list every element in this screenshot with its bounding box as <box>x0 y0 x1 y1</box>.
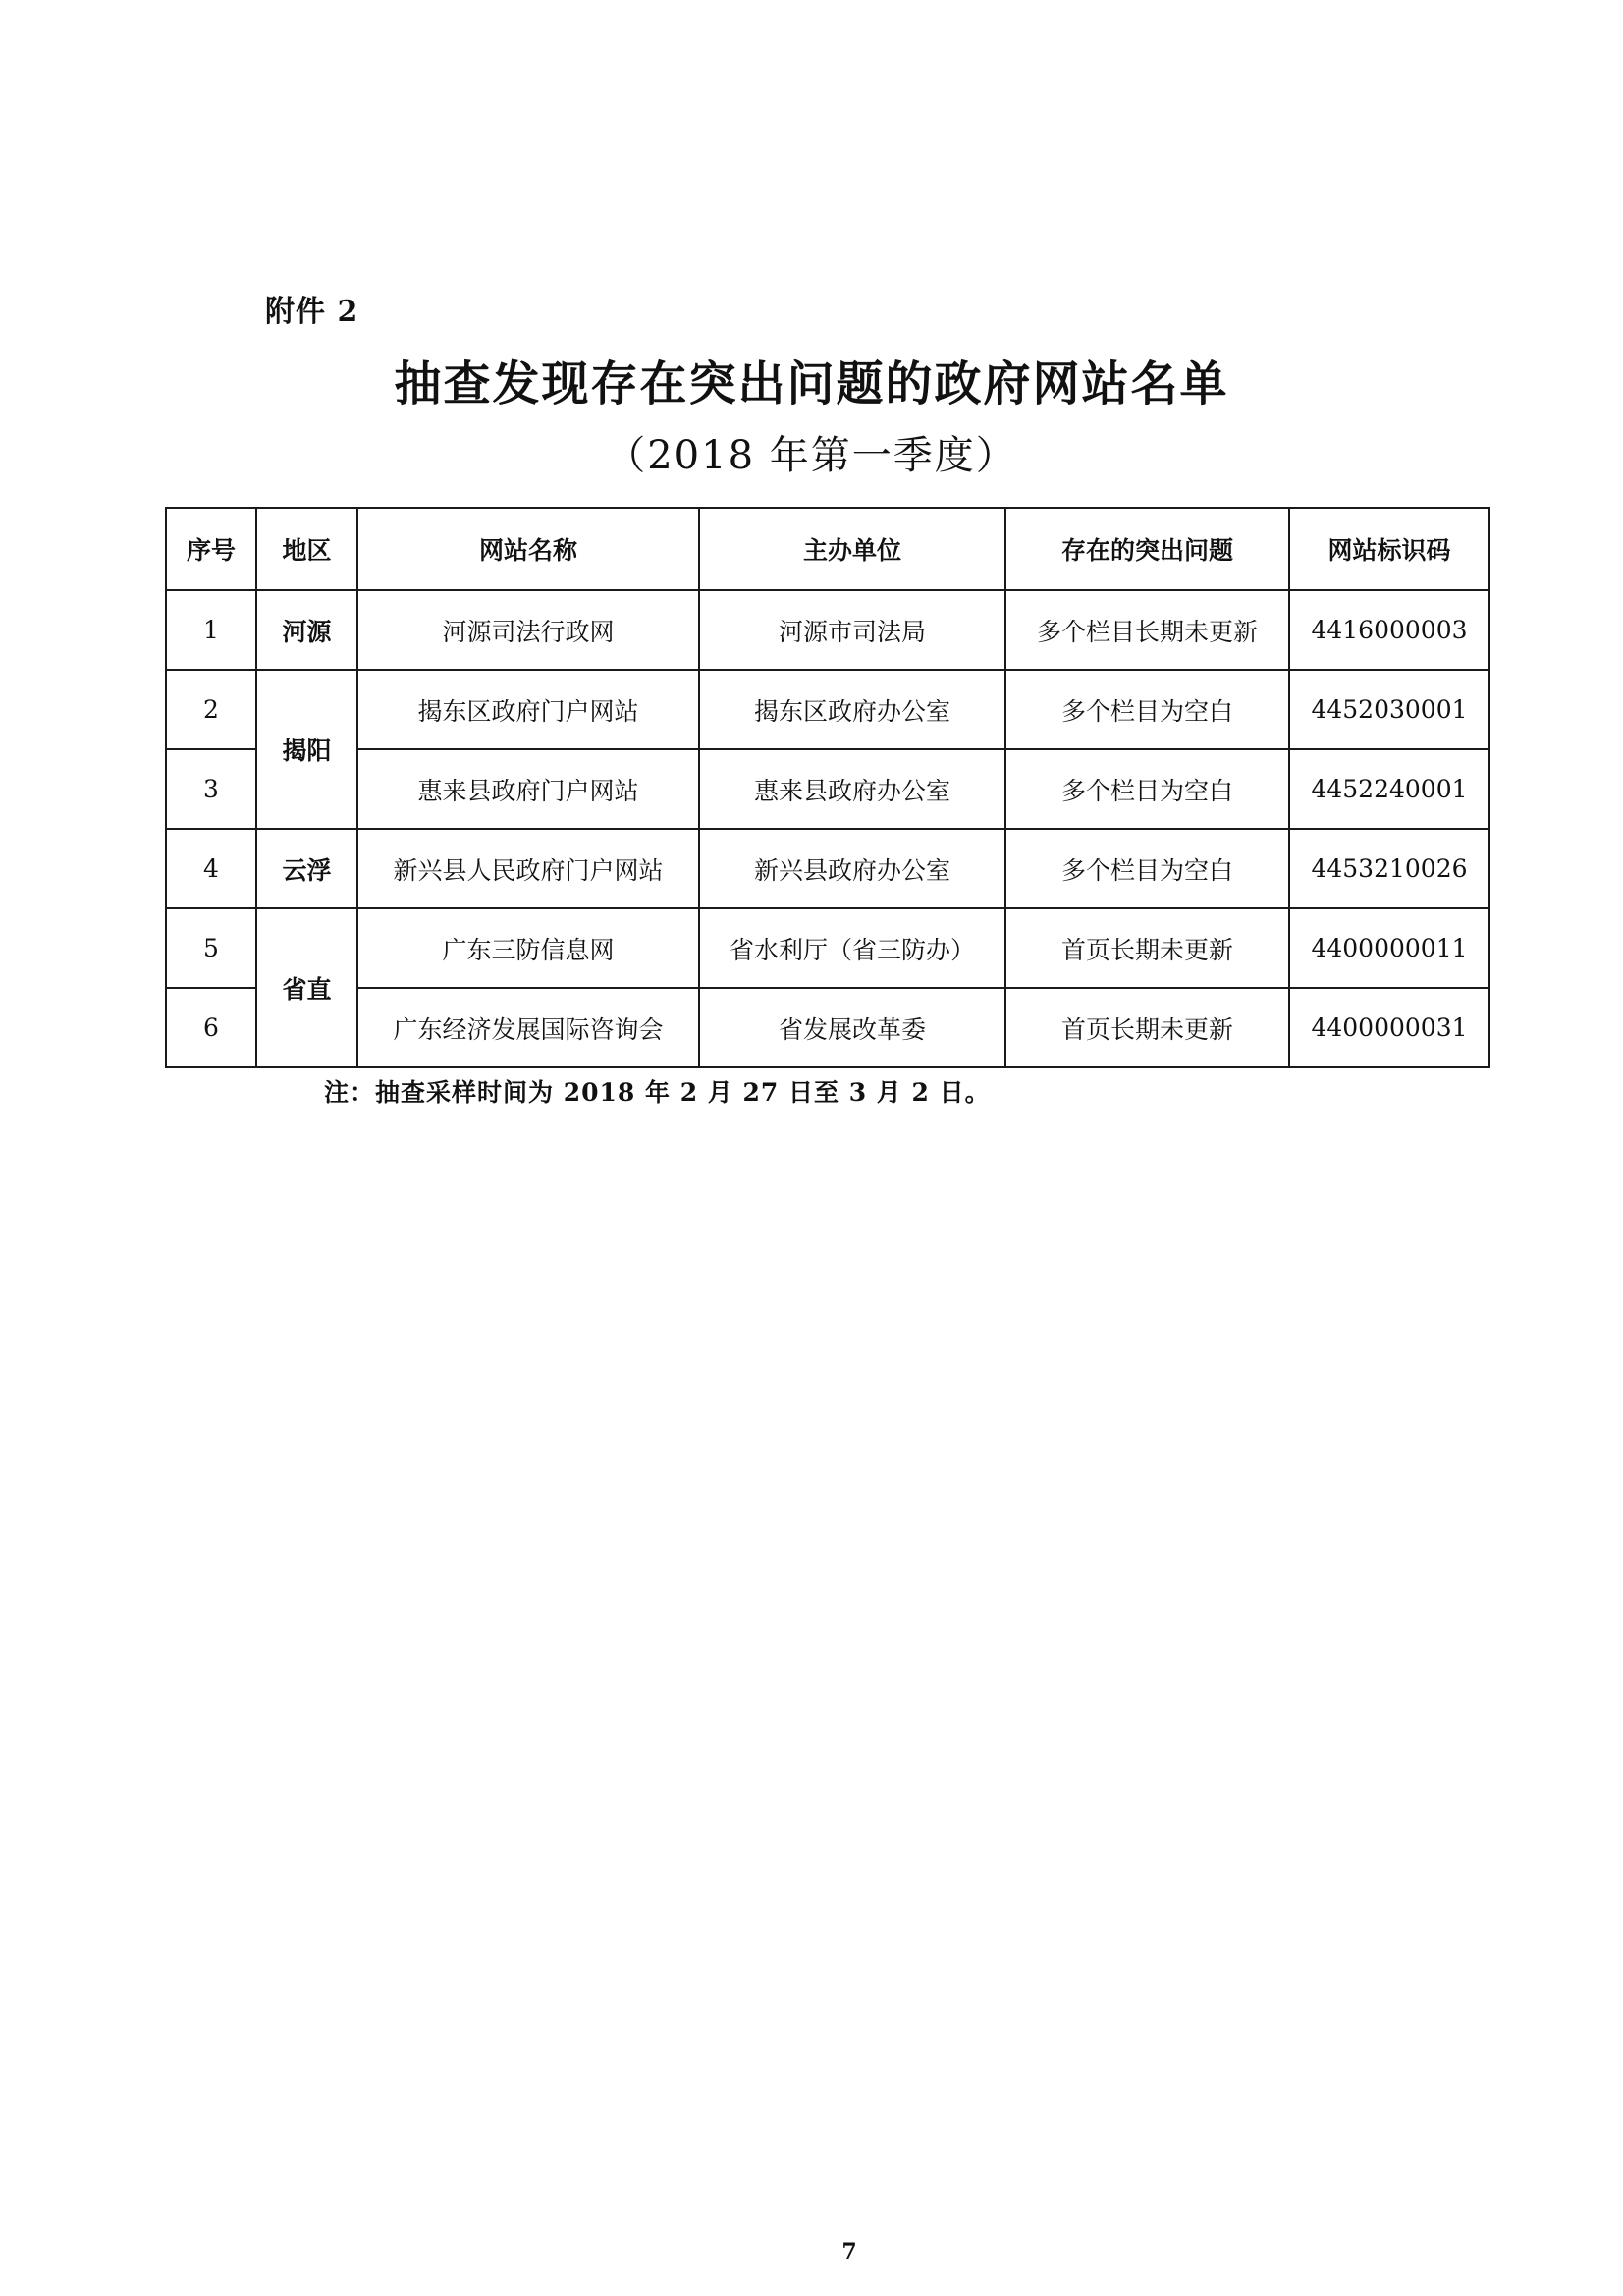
cell-sponsor: 省水利厅（省三防办） <box>699 908 1005 988</box>
cell-sponsor: 省发展改革委 <box>699 988 1005 1067</box>
cell-site-id: 4400000011 <box>1289 908 1489 988</box>
cell-issue: 多个栏目长期未更新 <box>1005 590 1289 670</box>
cell-issue: 多个栏目为空白 <box>1005 670 1289 749</box>
cell-site-name: 广东经济发展国际咨询会 <box>357 988 699 1067</box>
cell-seq: 1 <box>166 590 256 670</box>
cell-site-id: 4452240001 <box>1289 749 1489 829</box>
cell-region: 省直 <box>256 908 357 1067</box>
table-row <box>166 908 1489 988</box>
document-subtitle: （2018 年第一季度） <box>606 433 1017 478</box>
header-region: 地区 <box>256 508 357 590</box>
cell-sponsor: 新兴县政府办公室 <box>699 829 1005 908</box>
cell-seq: 2 <box>166 670 256 749</box>
table-row <box>166 829 1489 908</box>
cell-site-name: 广东三防信息网 <box>357 908 699 988</box>
cell-issue: 首页长期未更新 <box>1005 988 1289 1067</box>
table-header-row <box>166 508 1489 590</box>
cell-sponsor: 揭东区政府办公室 <box>699 670 1005 749</box>
table-row <box>166 590 1489 670</box>
cell-sponsor: 惠来县政府办公室 <box>699 749 1005 829</box>
cell-site-name: 惠来县政府门户网站 <box>357 749 699 829</box>
cell-seq: 6 <box>166 988 256 1067</box>
document-title: 抽查发现存在突出问题的政府网站名单 <box>394 356 1229 411</box>
header-issue: 存在的突出问题 <box>1005 508 1289 590</box>
cell-region: 云浮 <box>256 829 357 908</box>
cell-issue: 多个栏目为空白 <box>1005 749 1289 829</box>
cell-site-id: 4416000003 <box>1289 590 1489 670</box>
table-row <box>166 670 1489 749</box>
cell-region: 揭阳 <box>256 670 357 829</box>
table-row <box>166 749 1489 829</box>
cell-region: 河源 <box>256 590 357 670</box>
cell-seq: 4 <box>166 829 256 908</box>
cell-site-id: 4400000031 <box>1289 988 1489 1067</box>
cell-sponsor: 河源市司法局 <box>699 590 1005 670</box>
sampling-note: 注：抽查采样时间为 2018 年 2 月 27 日至 3 月 2 日。 <box>324 1078 991 1107</box>
cell-issue: 首页长期未更新 <box>1005 908 1289 988</box>
page-number: 7 <box>841 2239 857 2265</box>
cell-site-id: 4452030001 <box>1289 670 1489 749</box>
cell-seq: 5 <box>166 908 256 988</box>
attachment-label: 附件 2 <box>265 295 359 329</box>
cell-issue: 多个栏目为空白 <box>1005 829 1289 908</box>
cell-site-name: 新兴县人民政府门户网站 <box>357 829 699 908</box>
cell-site-id: 4453210026 <box>1289 829 1489 908</box>
header-site-name: 网站名称 <box>357 508 699 590</box>
table-row <box>166 988 1489 1067</box>
header-site-id: 网站标识码 <box>1289 508 1489 590</box>
cell-site-name: 河源司法行政网 <box>357 590 699 670</box>
header-seq: 序号 <box>166 508 256 590</box>
cell-seq: 3 <box>166 749 256 829</box>
problem-websites-table <box>165 507 1490 1068</box>
cell-site-name: 揭东区政府门户网站 <box>357 670 699 749</box>
header-sponsor: 主办单位 <box>699 508 1005 590</box>
